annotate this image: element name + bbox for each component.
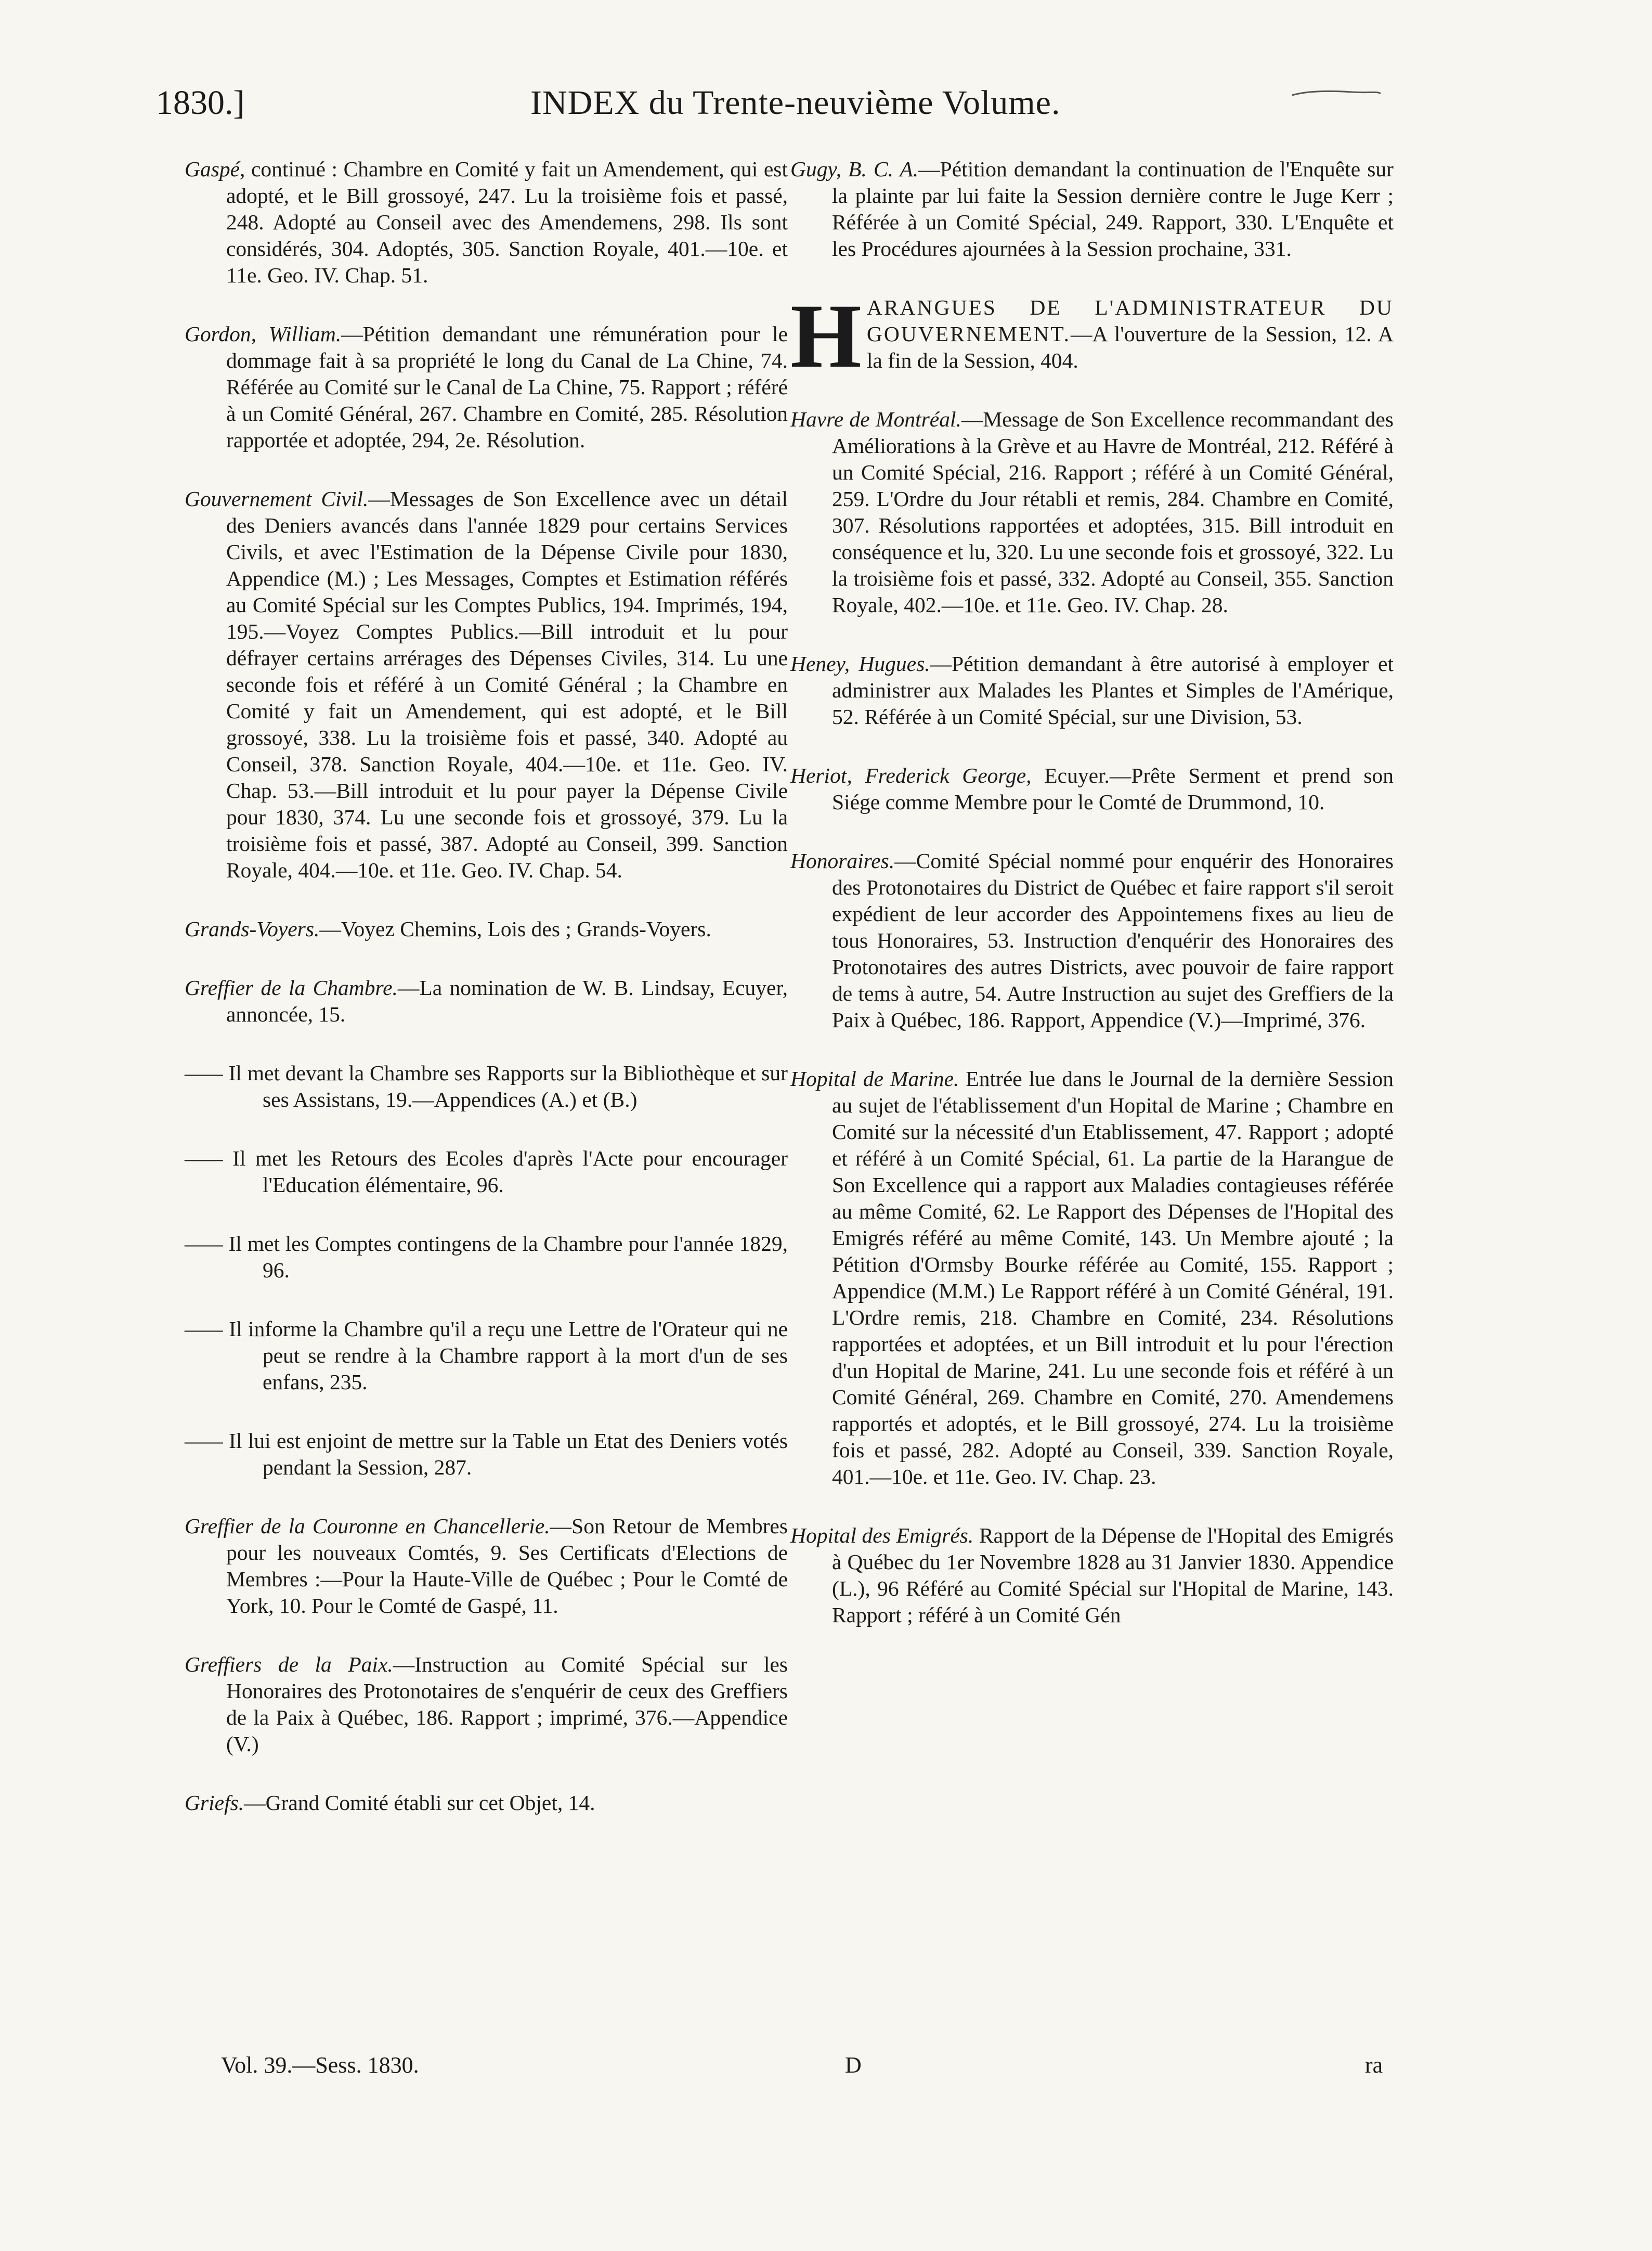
entry-text: —La nomination de W. B. Lindsay, Ecuyer, annoncée, 15.: [226, 976, 788, 1026]
entry-text: —Pétition demandant à être autorisé à employer et administrer aux Malades les Plantes et Simples de l'Amérique, 52. Référée à un Comité Spécial, sur une Division, 53.: [832, 652, 1394, 729]
entry-term: Heriot, Frederick George,: [790, 764, 1032, 787]
entry-term: Grands-Voyers.: [185, 917, 320, 941]
entry-term: Greffier de la Couronne en Chancellerie.: [185, 1514, 550, 1538]
entry-text: Il met les Retours des Ecoles d'après l'Acte pour encourager l'Education élémentaire, 96.: [223, 1146, 788, 1197]
index-entry: [185, 156, 788, 289]
entry-text: Rapport de la Dépense de l'Hopital des Emigrés à Québec du 1er Novembre 1828 au 31 Janvier 1830. Appendice (L.), 96 Référé au Comité Spécial sur l'Hopital de Marine, 143. Rapport ; référé à un Comité Gén: [832, 1523, 1394, 1627]
index-entry: [185, 975, 788, 1028]
entry-text: —Voyez Chemins, Lois des ; Grands-Voyers.: [319, 917, 711, 941]
entry-term: Gouvernement Civil.: [185, 487, 369, 511]
entry-term: Gugy, B. C. A.: [790, 157, 919, 181]
index-entry: [185, 1060, 788, 1113]
index-entry: [185, 1145, 788, 1198]
entry-text: —Instruction au Comité Spécial sur les Honoraires des Protonotaires de s'enquérir de ceux des Greffiers de la Paix à Québec, 186. Rapport ; imprimé, 376.—Appendice (V.): [226, 1652, 788, 1756]
entry-text: —Pétition demandant la continuation de l'Enquête sur la plainte par lui faite la Session dernière contre le Juge Kerr ; Référée à un Comité Spécial, 249. Rapport, 330. L'Enquête et les Procédures ajournées à la Session prochaine, 331.: [832, 157, 1394, 261]
entry-term: ——: [185, 1061, 223, 1085]
entry-text: —Message de Son Excellence recommandant des Améliorations à la Grève et au Havre de Montréal, 212. Référé à un Comité Spécial, 216. Rapport ; référé à un Comité Général, 259. L'Ordre du Jour rétabli et remis, 284. Chambre en Comité, 307. Résolutions rapportées et adoptées, 315. Bill introduit en conséquence et lu, 320. Lu une seconde fois et grossoyé, 322. Lu la troisième fois et passé, 332. Adopté au Conseil, 355. Sanction Royale, 402.—10e. et 11e. Geo. IV. Chap. 28.: [832, 407, 1394, 617]
entry-term: Greffiers de la Paix.: [185, 1652, 393, 1676]
index-entry: [790, 1066, 1394, 1490]
entry-text: Ecuyer.—Prête Serment et prend son Siége comme Membre pour le Comté de Drummond, 10.: [832, 764, 1394, 814]
index-entry: [185, 1513, 788, 1619]
section-title: ARANGUES DE L'ADMINISTRATEUR DU GOUVERNEMENT.: [866, 295, 1394, 346]
entry-term: Greffier de la Chambre.: [185, 976, 398, 1000]
footer-volume: Vol. 39.—Sess. 1830.: [221, 2052, 419, 2078]
entry-text: Entrée lue dans le Journal de la dernière Session au sujet de l'établissement d'un Hopital de Marine ; Chambre en Comité sur la nécessité d'un Etablissement, 47. Rapport ; adopté et référé à un Comité Spécial, 61. La partie de la Harangue de Son Excellence qui a rapport aux Maladies contagieuses référée au même Comité, 62. Le Rapport des Dépenses de l'Hopital des Emigrés référé au même Comité, 143. Un Membre ajouté ; la Pétition d'Ormsby Bourke référée au Comité, 155. Rapport ; Appendice (M.M.) Le Rapport référé à un Comité Général, 191. L'Ordre remis, 218. Chambre en Comité, 234. Résolutions rapportées et adoptées, et un Bill introduit et lu pour l'érection d'un Hopital de Marine, 241. Lu une seconde fois et référé à un Comité Général, 269. Chambre en Comité, 270. Amendemens rapportés et adoptés, et le Bill grossoyé, 274. Lu la troisième fois et passé, 282. Adopté au Conseil, 339. Sanction Royale, 401.—10e. et 11e. Geo. IV. Chap. 23.: [832, 1067, 1394, 1489]
entry-term: Gaspé,: [185, 157, 245, 181]
entry-text: Il informe la Chambre qu'il a reçu une Lettre de l'Orateur qui ne peut se rendre à la Chambre rapport à la mort d'un de ses enfans, 235.: [223, 1317, 788, 1394]
entry-term: ——: [185, 1146, 223, 1170]
ink-mark: [1290, 86, 1383, 101]
entry-term: Honoraires.: [790, 849, 895, 873]
header-year: 1830.]: [156, 84, 245, 122]
index-entry: [185, 1231, 788, 1284]
entry-text: —Grand Comité établi sur cet Objet, 14.: [244, 1791, 595, 1815]
entry-term: Heney, Hugues.: [790, 652, 930, 676]
page-footer: [200, 2052, 1401, 2088]
entry-term: Hopital des Emigrés.: [790, 1523, 974, 1547]
footer-catchword: ra: [1365, 2052, 1383, 2078]
right-column: [790, 156, 1394, 1661]
entry-term: ——: [185, 1429, 223, 1453]
index-entry: [185, 1428, 788, 1481]
index-entry: [185, 321, 788, 454]
entry-text: Il met devant la Chambre ses Rapports sur la Bibliothèque et sur ses Assistans, 19.—Appendices (A.) et (B.): [223, 1061, 788, 1111]
index-entry: [185, 1316, 788, 1395]
footer-signature: D: [845, 2052, 862, 2078]
index-entry: [185, 1790, 788, 1816]
index-entry: [185, 486, 788, 884]
entry-text: Il lui est enjoint de mettre sur la Table un Etat des Deniers votés pendant la Session, 287.: [223, 1429, 788, 1479]
entry-text: Il met les Comptes contingens de la Chambre pour l'année 1829, 96.: [223, 1232, 788, 1282]
entry-text: continué : Chambre en Comité y fait un Amendement, qui est adopté, et le Bill grossoyé, 247. Lu la troisième fois et passé, 248. Adopté au Conseil avec des Amendemens, 298. Ils sont considérés, 304. Adoptés, 305. Sanction Royale, 401.—10e. et 11e. Geo. IV. Chap. 51.: [226, 157, 788, 287]
section-heading-h: [790, 286, 1394, 387]
index-entry: [790, 156, 1394, 262]
entry-term: ——: [185, 1232, 223, 1256]
index-entry: [790, 1522, 1394, 1628]
index-entry: [790, 406, 1394, 618]
entry-term: Hopital de Marine.: [790, 1067, 959, 1091]
index-entry: [790, 651, 1394, 730]
header-title: INDEX du Trente-neuvième Volume.: [530, 84, 1061, 122]
entry-term: Havre de Montréal.: [790, 407, 961, 431]
entry-text: —Son Retour de Membres pour les nouveaux Comtés, 9. Ses Certificats d'Elections de Membres :—Pour la Haute-Ville de Québec ; Pour le Comté de York, 10. Pour le Comté de Gaspé, 11.: [226, 1514, 788, 1618]
entry-text: —Messages de Son Excellence avec un détail des Deniers avancés dans l'année 1829 pour certains Services Civils, et avec l'Estimation de la Dépense Civile pour 1830, Appendice (M.) ; Les Messages, Comptes et Estimation référés au Comité Spécial sur les Comptes Publics, 194. Imprimés, 194, 195.—Voyez Comptes Publics.—Bill introduit et lu pour défrayer certains arrérages des Dépenses Civiles, 314. Lu une seconde fois et référé à un Comité Général ; la Chambre en Comité y fait un Amendement, qui est adopté, et le Bill grossoyé, 338. Lu la troisième fois et passé, 340. Adopté au Conseil, 378. Sanction Royale, 404.—10e. et 11e. Geo. IV. Chap. 53.—Bill introduit et lu pour payer la Dépense Civile pour 1830, 374. Lu une seconde fois et grossoyé, 379. Lu la troisième fois et passé, 387. Adopté au Conseil, 399. Sanction Royale, 404.—10e. et 11e. Geo. IV. Chap. 54.: [226, 487, 788, 882]
index-entry: [790, 762, 1394, 816]
section-text: —A l'ouverture de la Session, 12. A la fin de la Session, 404.: [866, 322, 1394, 372]
page-header: [156, 83, 1394, 146]
entry-text: —Comité Spécial nommé pour enquérir des Honoraires des Protonotaires du District de Québec et faire rapport s'il seroit expédient de leur accorder des Appointemens fixes au lieu de tous Honoraires, 53. Instruction d'enquérir des Honoraires des Protonotaires des autres Districts, avec pouvoir de faire rapport de tems à autre, 54. Autre Instruction au sujet des Greffiers de la Paix à Québec, 186. Rapport, Appendice (V.)—Imprimé, 376.: [832, 849, 1394, 1032]
index-entry: [185, 1651, 788, 1757]
index-entry: [790, 848, 1394, 1033]
index-entry: [185, 916, 788, 942]
entry-text: —Pétition demandant une rémunération pour le dommage fait à sa propriété le long du Canal de La Chine, 74. Référée au Comité sur le Canal de La Chine, 75. Rapport ; référé à un Comité Général, 267. Chambre en Comité, 285. Résolution rapportée et adoptée, 294, 2e. Résolution.: [226, 322, 788, 452]
drop-cap-letter: H: [790, 286, 862, 387]
entry-term: Griefs.: [185, 1791, 244, 1815]
entry-term: ——: [185, 1317, 223, 1341]
left-column: [185, 156, 788, 1848]
entry-term: Gordon, William.: [185, 322, 342, 346]
